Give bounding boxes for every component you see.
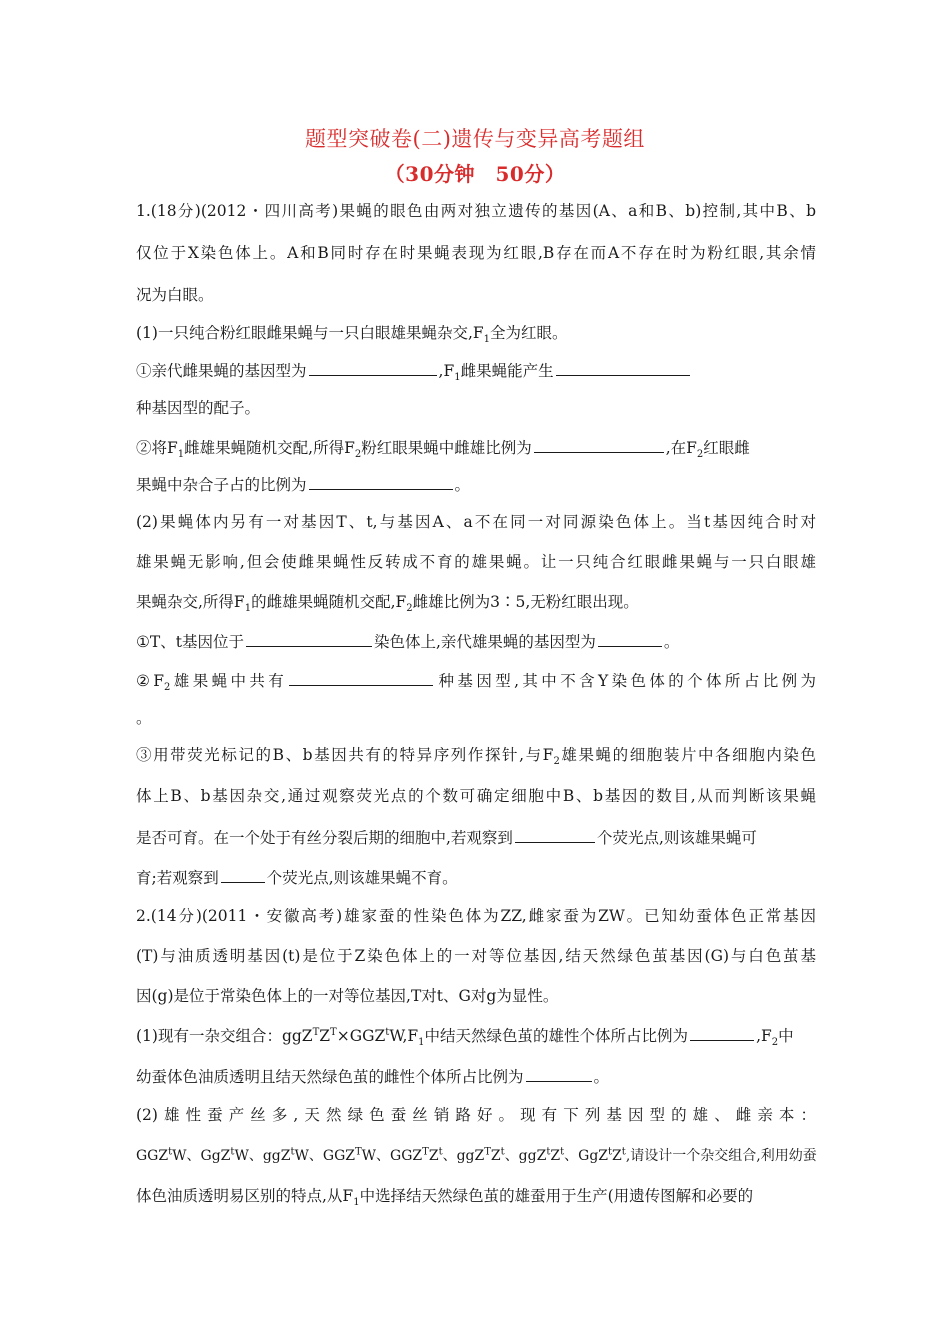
text: ②F: [136, 672, 165, 690]
superscript: T: [355, 1146, 362, 1158]
subscript: 1: [418, 1037, 425, 1049]
text: 种基因型,其中不含Y染色体的个体所占比例为: [435, 672, 816, 690]
superscript: T: [484, 1146, 491, 1158]
text: 。: [663, 633, 680, 651]
text: 雄果蝇中共有: [170, 672, 288, 690]
q1-part2-item2-cont: 。: [136, 709, 152, 727]
q1-part2-line-2: 雄果蝇无影响,但会使雌果蝇性反转成不育的雄果蝇。让一只纯合红眼雌果蝇与一只白眼雄: [136, 553, 816, 571]
superscript: t: [385, 1026, 390, 1038]
superscript: t: [500, 1146, 505, 1158]
text: W、GGZ: [294, 1148, 355, 1164]
superscript: t: [546, 1146, 551, 1158]
subscript: 2: [771, 1037, 779, 1049]
page-title: 题型突破卷(二)遗传与变异高考题组: [305, 127, 645, 151]
text: ①T、t基因位于: [136, 633, 244, 651]
superscript: t: [608, 1146, 613, 1158]
text: 是否可育。在一个处于有丝分裂后期的细胞中,若观察到: [136, 829, 513, 847]
answer-blank[interactable]: [289, 670, 433, 686]
text: 果蝇中杂合子占的比例为: [136, 476, 307, 494]
text: Z: [490, 1148, 501, 1164]
answer-blank[interactable]: [598, 631, 662, 647]
text: 、ggZ: [504, 1148, 547, 1164]
q1-part1-item1-cont: 种基因型的配子。: [136, 399, 261, 417]
answer-blank[interactable]: [556, 360, 690, 376]
text: ,F: [756, 1027, 772, 1045]
answer-blank[interactable]: [246, 631, 372, 647]
text: 幼蚕体色油质透明且结天然绿色茧的雌性个体所占比例为: [136, 1068, 524, 1086]
superscript: t: [230, 1146, 235, 1158]
subscript: 1: [353, 1197, 360, 1209]
subscript: 2: [553, 756, 560, 768]
q2-stem-line-2: (T)与油质透明基因(t)是位于Z染色体上的一对等位基因,结天然绿色茧基因(G)与白色茧基: [136, 947, 816, 965]
subscript: 2: [164, 682, 171, 694]
text: 粉红眼果蝇中雌雄比例为: [361, 439, 532, 457]
subscript: 2: [696, 449, 704, 461]
q1-part1-intro: [136, 323, 816, 346]
q1-part2-item3-line-4: [136, 867, 816, 888]
superscript: t: [438, 1146, 443, 1158]
q1-part1-item2-cont: [136, 474, 816, 495]
subscript: 1: [177, 449, 185, 461]
text: ,请设计一个杂交组合,利用幼蚕: [625, 1148, 817, 1164]
answer-blank[interactable]: [526, 1066, 592, 1082]
text: GGZ: [136, 1148, 169, 1164]
q1-part2-item1: [136, 631, 816, 652]
text: 中: [778, 1027, 794, 1045]
text: 雌雄比例为3∶5,无粉红眼出现。: [412, 593, 639, 611]
q1-part2-item3-line-3: [136, 827, 816, 848]
text: ×GGZ: [336, 1027, 386, 1045]
text: ③用带荧光标记的B、b基因共有的特异序列作探针,与F: [136, 746, 554, 764]
text: W、GgZ: [172, 1148, 231, 1164]
text: 雄果蝇的细胞装片中各细胞内染色: [559, 746, 816, 764]
text: (1)一只纯合粉红眼雌果蝇与一只白眼雄果蝇杂交,F: [136, 324, 484, 342]
superscript: t: [560, 1146, 565, 1158]
q1-part2-line-3: [136, 592, 816, 615]
q1-part1-item2: [136, 437, 816, 461]
text: 、ggZ: [442, 1148, 485, 1164]
q1-part2-item3-line-2: 体上B、b基因杂交,通过观察荧光点的个数可确定细胞中B、b基因的数目,从而判断该果蝇: [136, 787, 816, 805]
page-subtitle: （30分钟 50分）: [384, 162, 566, 186]
q1-part2-item3-line-1: [136, 745, 816, 768]
text: 。: [593, 1068, 610, 1086]
text: Z: [550, 1148, 561, 1164]
text: 染色体上,亲代雄果蝇的基因型为: [373, 633, 596, 651]
superscript: t: [168, 1146, 173, 1158]
answer-blank[interactable]: [534, 437, 664, 453]
q2-part2-line-3: [136, 1186, 816, 1209]
q2-part2-line-1: (2)雄性蚕产丝多,天然绿色蚕丝销路好。现有下列基因型的雄、雌亲本：: [136, 1106, 816, 1124]
text: 个荧光点,则该雄果蝇可: [596, 829, 757, 847]
superscript: T: [312, 1026, 320, 1038]
q1-stem-line-3: 况为白眼。: [136, 286, 214, 304]
text: ①亲代雌果蝇的基因型为: [136, 362, 307, 380]
text: 果蝇杂交,所得F: [136, 593, 245, 611]
text: 全为红眼。: [490, 324, 568, 342]
subscript: 1: [244, 603, 252, 615]
q2-part1-line-1: [136, 1025, 816, 1049]
answer-blank[interactable]: [515, 827, 595, 843]
answer-blank[interactable]: [690, 1025, 754, 1041]
text: Z: [428, 1148, 439, 1164]
q1-stem-line-2: 仅位于X染色体上。A和B同时存在时果蝇表现为红眼,B存在而A不存在时为粉红眼,其余情: [136, 244, 816, 262]
text: ②将F: [136, 439, 178, 457]
subscript: 2: [406, 603, 413, 615]
subscript: 1: [483, 334, 491, 346]
text: W、GGZ: [361, 1148, 423, 1164]
text: 、GgZ: [564, 1148, 609, 1164]
q1-stem-line-1: 1.(18分)(2012・四川高考)果蝇的眼色由两对独立遗传的基因(A、a和B、b)控制,其中B、b: [136, 202, 816, 220]
subscript: 1: [454, 372, 461, 384]
text: ,在F: [665, 439, 697, 457]
text: 体色油质透明易区别的特点,从F: [136, 1187, 354, 1205]
q2-part2-line-2: [136, 1146, 816, 1166]
text: 中结天然绿色茧的雄性个体所占比例为: [424, 1027, 689, 1045]
text: W、ggZ: [234, 1148, 291, 1164]
q1-part1-item1: [136, 360, 816, 384]
superscript: t: [290, 1146, 295, 1158]
text: ,F: [438, 362, 455, 380]
q2-stem-line-3: 因(g)是位于常染色体上的一对等位基因,T对t、G对g为显性。: [136, 987, 559, 1005]
superscript: T: [422, 1146, 429, 1158]
q2-stem-line-1: 2.(14分)(2011・安徽高考)雄家蚕的性染色体为ZZ,雌家蚕为ZW。已知幼蚕体色正常基因: [136, 907, 816, 925]
superscript: t: [621, 1146, 626, 1158]
text: 雌雄果蝇随机交配,所得F: [184, 439, 355, 457]
text: 的雌雄果蝇随机交配,F: [251, 593, 407, 611]
text: Z: [319, 1027, 331, 1045]
text: 育;若观察到: [136, 869, 219, 887]
text: Z: [612, 1148, 622, 1164]
text: W,F: [389, 1027, 419, 1045]
answer-blank[interactable]: [309, 474, 453, 490]
q1-part2-line-1: (2)果蝇体内另有一对基因T、t,与基因A、a不在同一对同源染色体上。当t基因纯合时对: [136, 513, 816, 531]
text: 个荧光点,则该雄果蝇不育。: [266, 869, 458, 887]
answer-blank[interactable]: [309, 360, 437, 376]
text: 红眼雌: [703, 439, 750, 457]
subscript: 2: [354, 449, 362, 461]
q2-part1-line-2: [136, 1066, 816, 1087]
text: 雌果蝇能产生: [460, 362, 554, 380]
q1-part2-item2: [136, 670, 816, 694]
text: 。: [454, 476, 471, 494]
text: 中选择结天然绿色茧的雄蚕用于生产(用遗传图解和必要的: [359, 1187, 754, 1205]
superscript: T: [330, 1026, 337, 1038]
text: (1)现有一杂交组合：ggZ: [136, 1027, 313, 1045]
answer-blank[interactable]: [221, 867, 265, 883]
